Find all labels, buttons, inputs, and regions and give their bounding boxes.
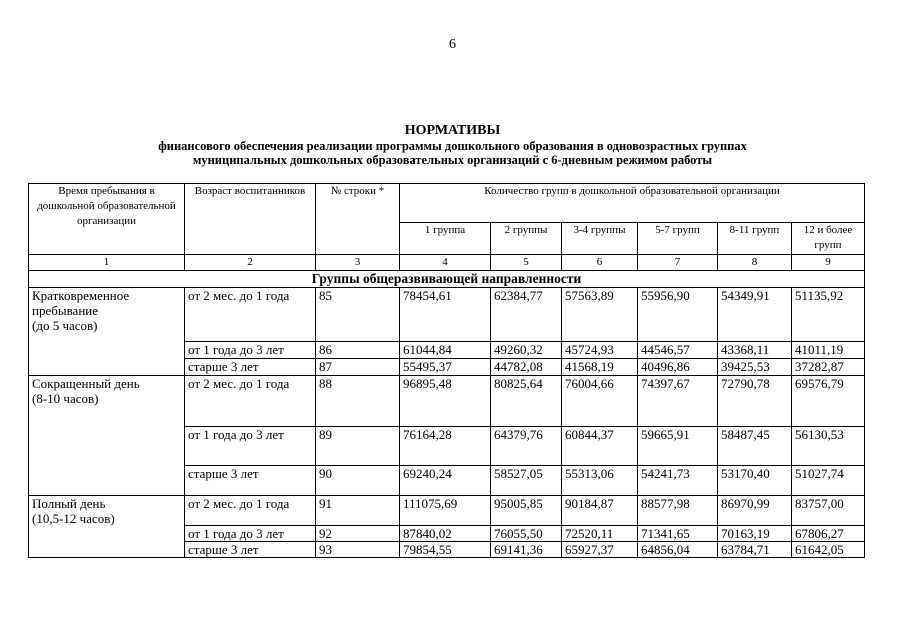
- header-age: Возраст воспитанников: [185, 184, 316, 255]
- value-cell: 57563,89: [562, 288, 638, 342]
- table-row: [29, 376, 865, 427]
- value-cell: 78454,61: [400, 288, 491, 342]
- column-number: 4: [400, 255, 491, 271]
- document-title-block: [0, 123, 905, 167]
- value-cell: 56130,53: [792, 427, 865, 466]
- value-cell: 63784,71: [718, 542, 792, 558]
- value-cell: 79854,55: [400, 542, 491, 558]
- row-number-cell: 90: [316, 466, 400, 496]
- age-cell: от 1 года до 3 лет: [185, 526, 316, 542]
- header-group-5-7: 5-7 групп: [638, 222, 718, 254]
- value-cell: 58487,45: [718, 427, 792, 466]
- value-cell: 44546,57: [638, 342, 718, 359]
- time-cell: [29, 496, 185, 558]
- value-cell: 55313,06: [562, 466, 638, 496]
- value-cell: 37282,87: [792, 359, 865, 376]
- header-groups-count: Количество групп в дошкольной образовательной организации: [400, 184, 865, 223]
- value-cell: 44782,08: [491, 359, 562, 376]
- column-number: 3: [316, 255, 400, 271]
- time-line: (до 5 часов): [32, 318, 98, 333]
- age-cell: от 1 года до 3 лет: [185, 342, 316, 359]
- value-cell: 69576,79: [792, 376, 865, 427]
- age-cell: старше 3 лет: [185, 359, 316, 376]
- age-cell: от 1 года до 3 лет: [185, 427, 316, 466]
- value-cell: 60844,37: [562, 427, 638, 466]
- value-cell: 90184,87: [562, 496, 638, 526]
- header-group-3-4: 3-4 группы: [562, 222, 638, 254]
- value-cell: 51027,74: [792, 466, 865, 496]
- time-line: Сокращенный день: [32, 376, 140, 391]
- value-cell: 70163,19: [718, 526, 792, 542]
- column-number: 5: [491, 255, 562, 271]
- time-cell: [29, 376, 185, 496]
- header-row-number: № строки *: [316, 184, 400, 255]
- table-row: [29, 496, 865, 526]
- value-cell: 64379,76: [491, 427, 562, 466]
- value-cell: 55956,90: [638, 288, 718, 342]
- value-cell: 55495,37: [400, 359, 491, 376]
- value-cell: 61642,05: [792, 542, 865, 558]
- value-cell: 61044,84: [400, 342, 491, 359]
- row-number-cell: 93: [316, 542, 400, 558]
- column-number: 8: [718, 255, 792, 271]
- page-number: 6: [449, 37, 456, 52]
- section-title: Группы общеразвивающей направленности: [29, 271, 865, 288]
- value-cell: 96895,48: [400, 376, 491, 427]
- header-group-1: 1 группа: [400, 222, 491, 254]
- table-row: [29, 288, 865, 342]
- value-cell: 65927,37: [562, 542, 638, 558]
- value-cell: 76164,28: [400, 427, 491, 466]
- value-cell: 53170,40: [718, 466, 792, 496]
- value-cell: 43368,11: [718, 342, 792, 359]
- header-time: Время пребывания в дошкольной образовательной организации: [29, 184, 185, 255]
- value-cell: 87840,02: [400, 526, 491, 542]
- value-cell: 41011,19: [792, 342, 865, 359]
- row-number-cell: 92: [316, 526, 400, 542]
- value-cell: 67806,27: [792, 526, 865, 542]
- value-cell: 59665,91: [638, 427, 718, 466]
- value-cell: 69141,36: [491, 542, 562, 558]
- column-number: 6: [562, 255, 638, 271]
- age-cell: от 2 мес. до 1 года: [185, 288, 316, 342]
- value-cell: 72790,78: [718, 376, 792, 427]
- value-cell: 69240,24: [400, 466, 491, 496]
- column-number: 9: [792, 255, 865, 271]
- row-number-cell: 87: [316, 359, 400, 376]
- column-number: 7: [638, 255, 718, 271]
- document-title: НОРМАТИВЫ: [404, 123, 501, 138]
- age-cell: старше 3 лет: [185, 466, 316, 496]
- value-cell: 54349,91: [718, 288, 792, 342]
- value-cell: 58527,05: [491, 466, 562, 496]
- norms-table: [28, 183, 865, 558]
- row-number-cell: 91: [316, 496, 400, 526]
- value-cell: 64856,04: [638, 542, 718, 558]
- value-cell: 40496,86: [638, 359, 718, 376]
- value-cell: 39425,53: [718, 359, 792, 376]
- header-group-8-11: 8-11 групп: [718, 222, 792, 254]
- document-subtitle-line-1: финансового обеспечения реализации программы дошкольного образования в одновозрастных группах: [158, 139, 747, 153]
- time-cell: [29, 288, 185, 376]
- value-cell: 76004,66: [562, 376, 638, 427]
- value-cell: 45724,93: [562, 342, 638, 359]
- age-cell: от 2 мес. до 1 года: [185, 496, 316, 526]
- time-line: пребывание: [32, 303, 98, 318]
- value-cell: 74397,67: [638, 376, 718, 427]
- value-cell: 54241,73: [638, 466, 718, 496]
- value-cell: 95005,85: [491, 496, 562, 526]
- value-cell: 111075,69: [400, 496, 491, 526]
- time-line: (10,5-12 часов): [32, 511, 115, 526]
- value-cell: 49260,32: [491, 342, 562, 359]
- row-number-cell: 85: [316, 288, 400, 342]
- value-cell: 62384,77: [491, 288, 562, 342]
- column-number: 1: [29, 255, 185, 271]
- row-number-cell: 89: [316, 427, 400, 466]
- value-cell: 41568,19: [562, 359, 638, 376]
- value-cell: 72520,11: [562, 526, 638, 542]
- header-group-12-plus: 12 и более групп: [792, 222, 865, 254]
- value-cell: 83757,00: [792, 496, 865, 526]
- value-cell: 80825,64: [491, 376, 562, 427]
- age-cell: старше 3 лет: [185, 542, 316, 558]
- value-cell: 86970,99: [718, 496, 792, 526]
- time-line: Полный день: [32, 496, 106, 511]
- value-cell: 71341,65: [638, 526, 718, 542]
- value-cell: 76055,50: [491, 526, 562, 542]
- value-cell: 51135,92: [792, 288, 865, 342]
- value-cell: 88577,98: [638, 496, 718, 526]
- column-number: 2: [185, 255, 316, 271]
- time-line: (8-10 часов): [32, 391, 99, 406]
- row-number-cell: 86: [316, 342, 400, 359]
- time-line: Кратковременное: [32, 288, 130, 303]
- row-number-cell: 88: [316, 376, 400, 427]
- age-cell: от 2 мес. до 1 года: [185, 376, 316, 427]
- document-subtitle-line-2: муниципальных дошкольных образовательных организаций с 6-дневным режимом работы: [192, 153, 713, 167]
- header-group-2: 2 группы: [491, 222, 562, 254]
